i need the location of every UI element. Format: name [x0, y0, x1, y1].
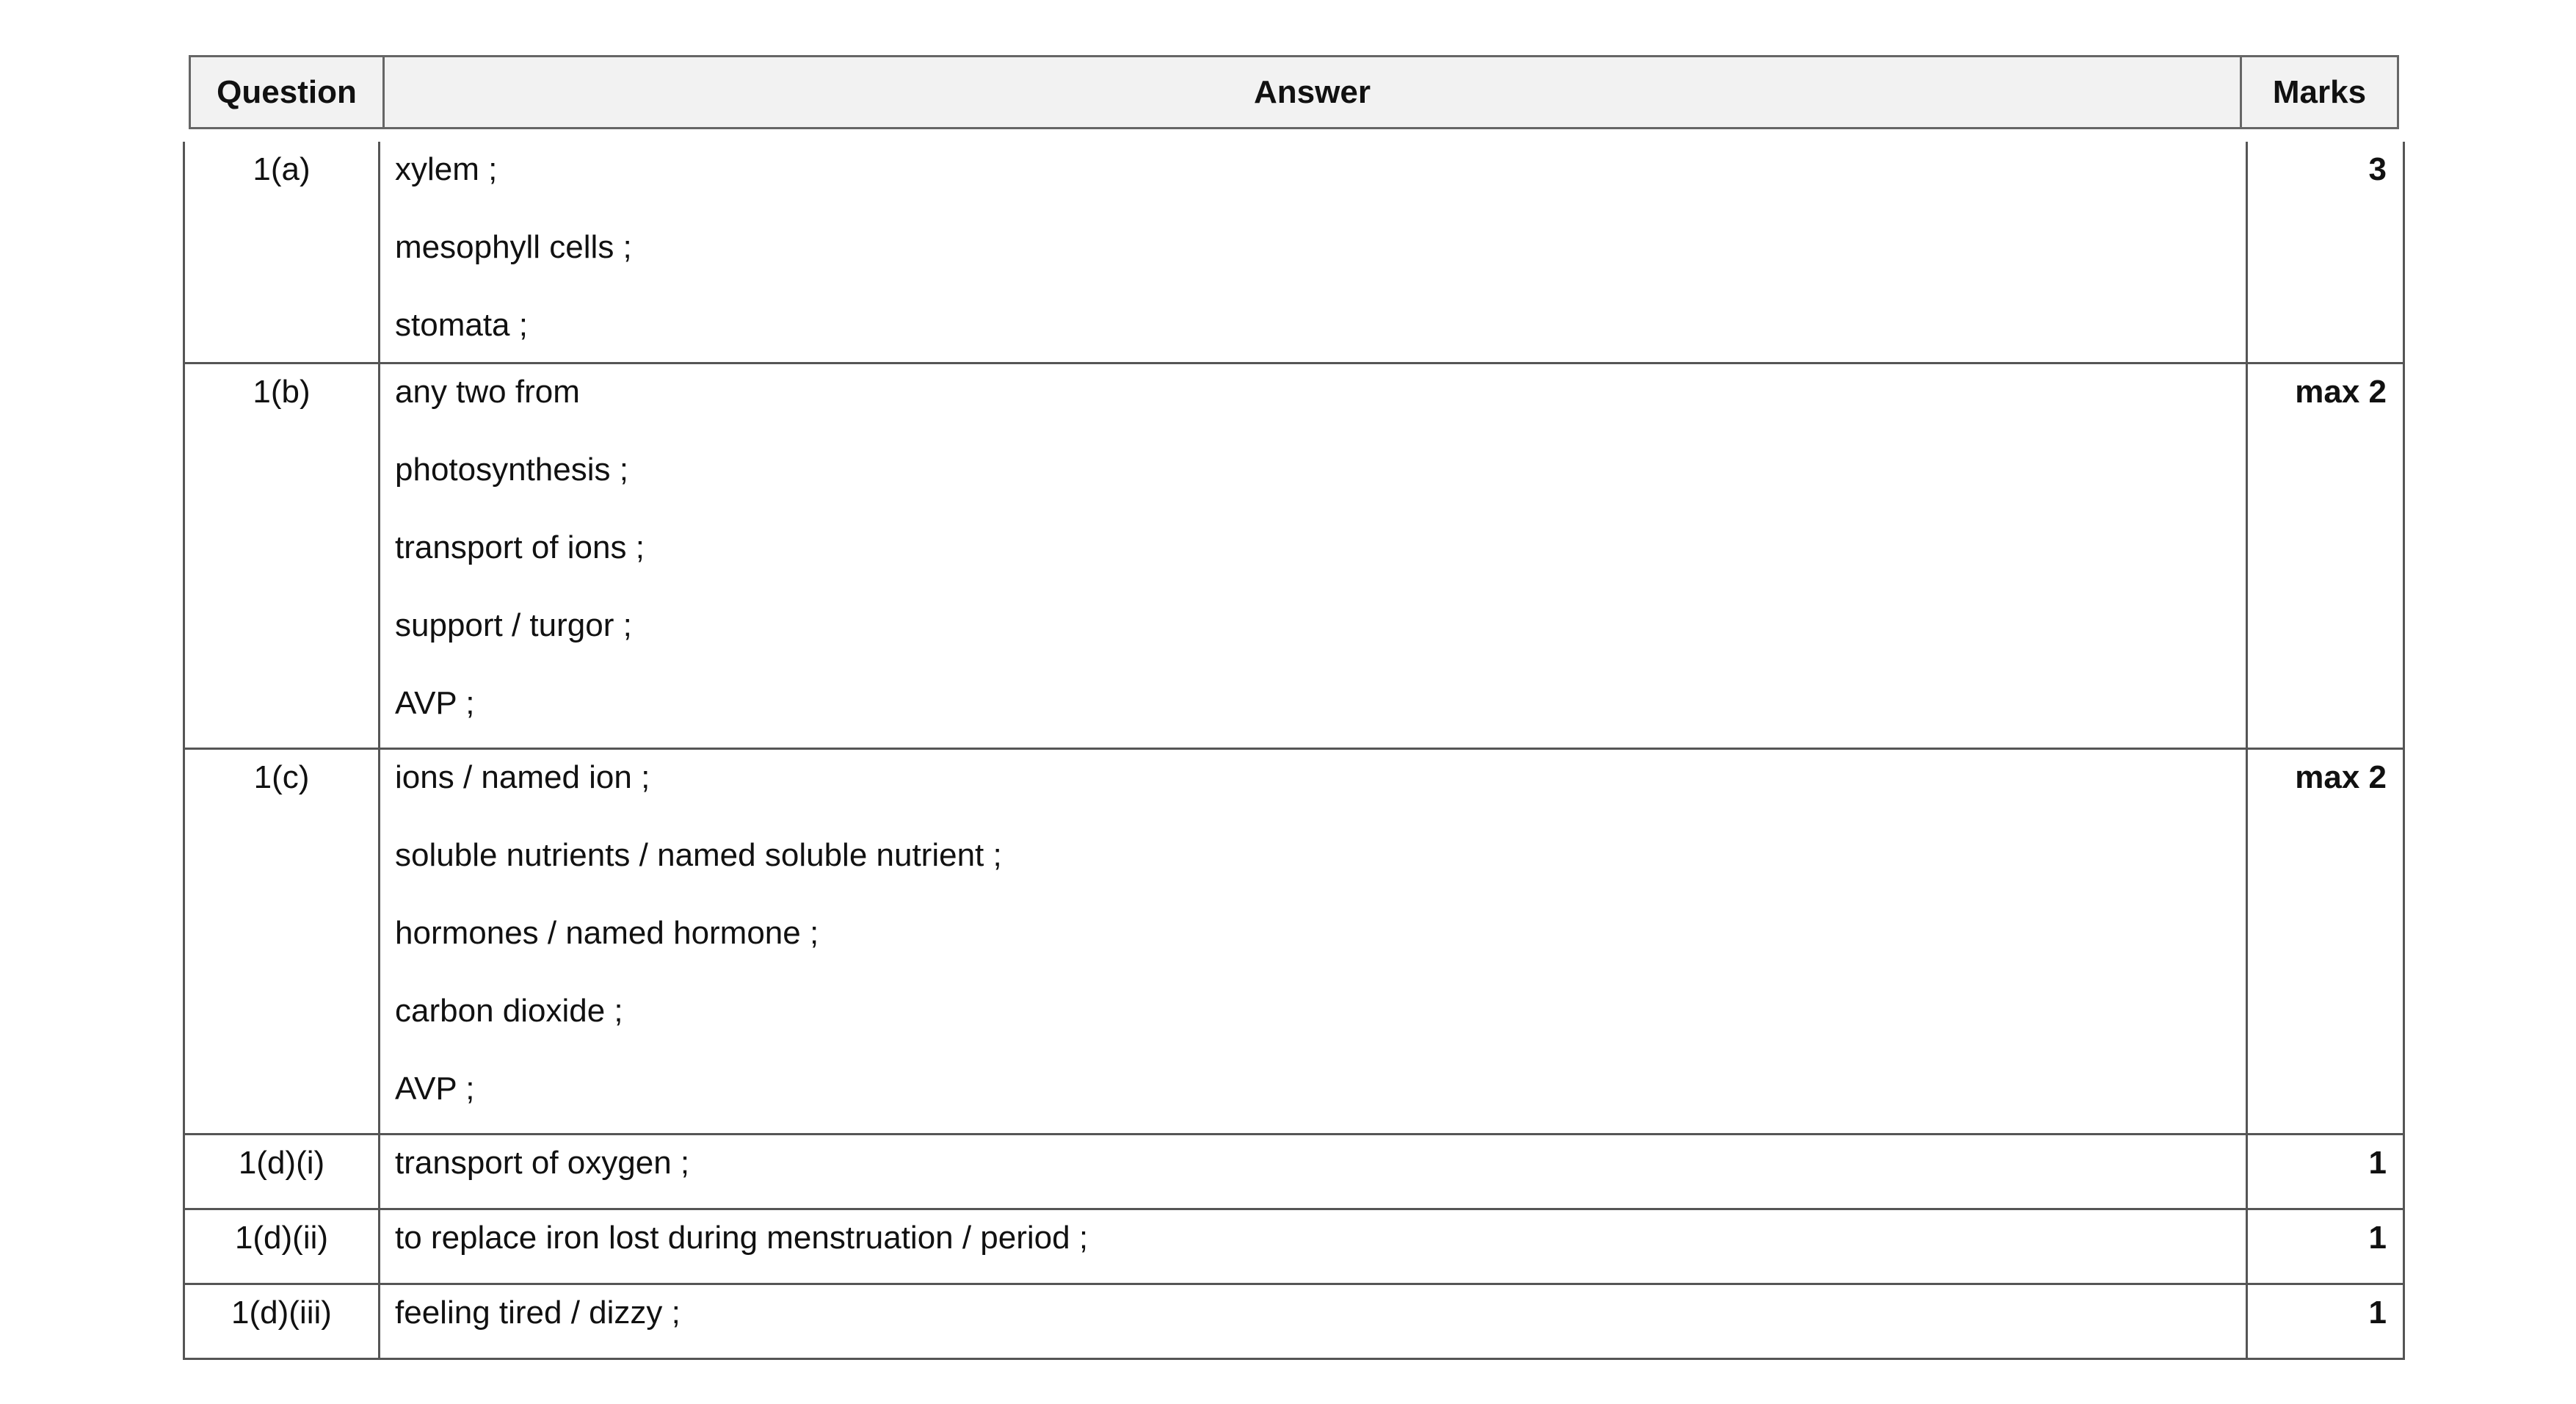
answer-line: AVP ;: [395, 1071, 475, 1107]
answer-line: ions / named ion ;: [395, 759, 650, 795]
answer-line: to replace iron lost during menstruation / period ;: [395, 1220, 1089, 1256]
table-row: [184, 749, 2404, 1135]
answer-line: carbon dioxide ;: [395, 993, 623, 1029]
marks-value: 1: [2247, 1209, 2404, 1284]
question-number: 1(d)(iii): [184, 1284, 380, 1359]
answer-line: support / turgor ;: [395, 607, 632, 643]
answer-line: hormones / named hormone ;: [395, 915, 819, 951]
marks-value: 1: [2247, 1135, 2404, 1209]
header-row: [190, 57, 2398, 129]
answer-line: mesophyll cells ;: [395, 229, 632, 265]
answer-cell: [380, 1209, 2247, 1284]
mark-scheme-header: [189, 55, 2399, 129]
answer-line: transport of oxygen ;: [395, 1145, 690, 1181]
question-number: 1(a): [184, 142, 380, 363]
question-number: 1(b): [184, 363, 380, 749]
question-number: 1(c): [184, 749, 380, 1135]
marks-value: 3: [2247, 142, 2404, 363]
answer-cell: [380, 1284, 2247, 1359]
marks-value: 1: [2247, 1284, 2404, 1359]
answer-cell: [380, 1135, 2247, 1209]
answer-line: any two from: [395, 374, 580, 410]
answer-column-header: Answer: [384, 57, 2241, 129]
answer-cell: [380, 142, 2247, 363]
question-number: 1(d)(i): [184, 1135, 380, 1209]
answer-line: stomata ;: [395, 307, 528, 343]
answer-line: soluble nutrients / named soluble nutrient ;: [395, 837, 1002, 873]
table-row: [184, 363, 2404, 749]
question-number: 1(d)(ii): [184, 1209, 380, 1284]
question-column-header: Question: [190, 57, 384, 129]
answer-line: xylem ;: [395, 151, 498, 187]
answer-line: transport of ions ;: [395, 529, 645, 565]
marks-value: max 2: [2247, 363, 2404, 749]
table-row: [184, 1135, 2404, 1209]
answer-cell: [380, 363, 2247, 749]
answer-cell: [380, 749, 2247, 1135]
answer-line: AVP ;: [395, 685, 475, 721]
marks-value: max 2: [2247, 749, 2404, 1135]
answer-line: photosynthesis ;: [395, 452, 628, 488]
table-row: [184, 142, 2404, 363]
marks-column-header: Marks: [2241, 57, 2398, 129]
mark-scheme-table: [183, 142, 2405, 1360]
table-row: [184, 1209, 2404, 1284]
answer-line: feeling tired / dizzy ;: [395, 1295, 681, 1331]
table-row: [184, 1284, 2404, 1359]
